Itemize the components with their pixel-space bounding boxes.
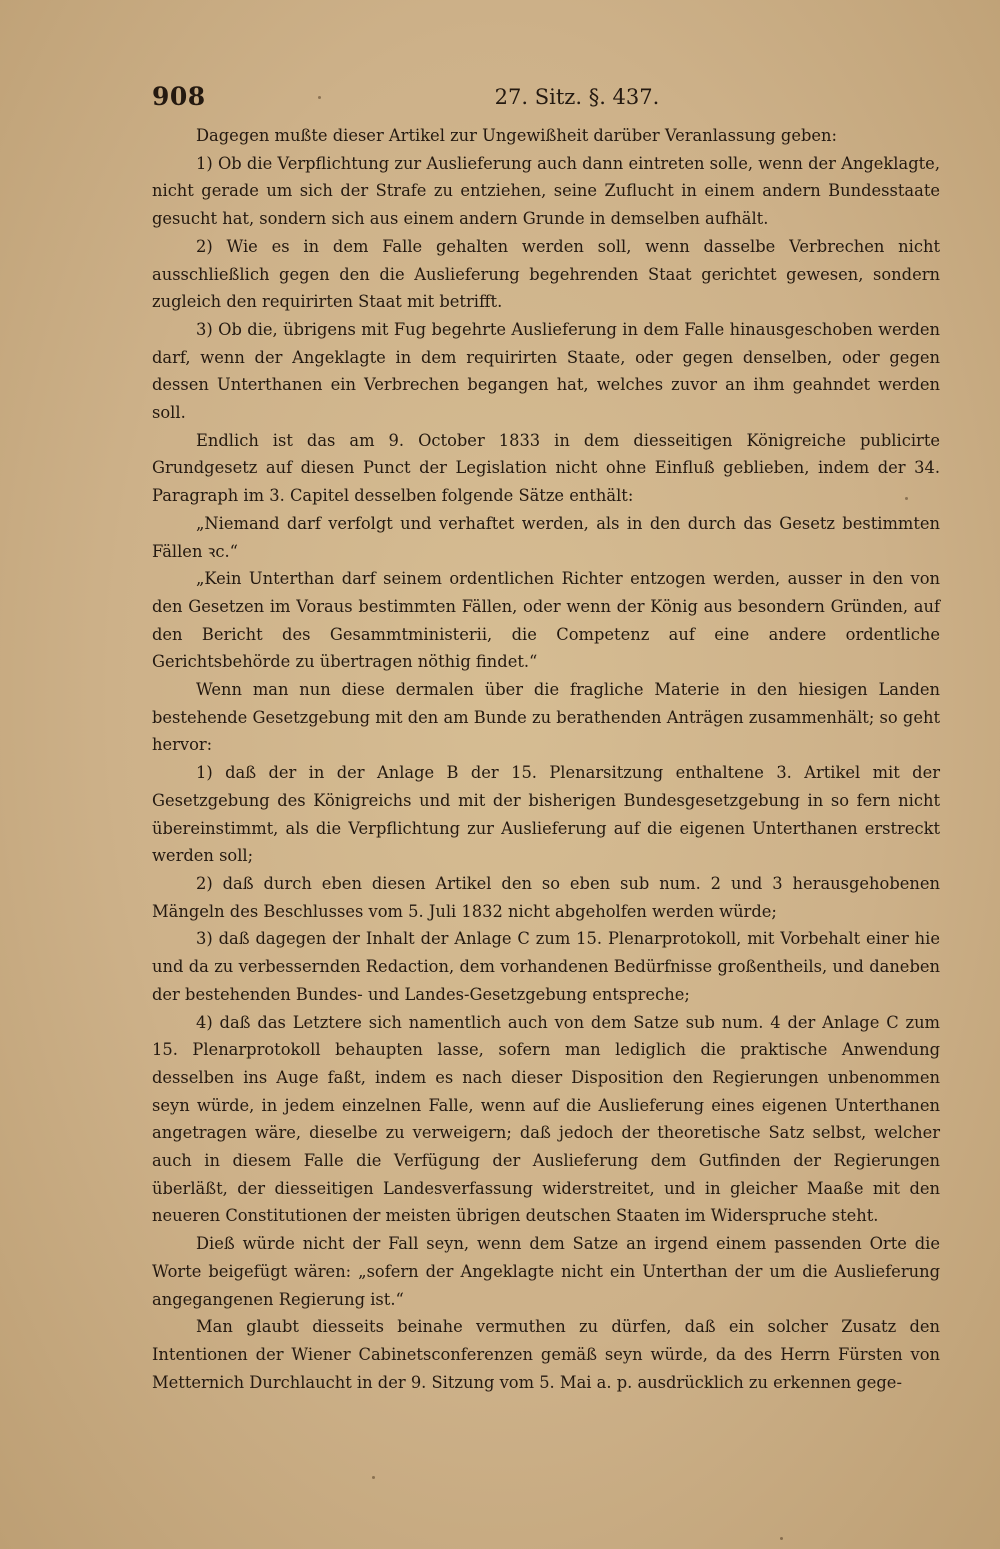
- paragraph: Endlich ist das am 9. October 1833 in dem diesseitigen Königreiche publicirte Grundgesetz auf diesen Punct der Legislation nicht ohne Einfluß geblieben, indem der 34. Paragraph im 3. Capitel desselben folgende Sätze enthält:: [152, 430, 940, 506]
- paragraph: Dieß würde nicht der Fall seyn, wenn dem Satze an irgend einem passenden Orte die Worte beigefügt wären: „sofern der Angeklagte nicht ein Unterthan der um die Auslieferung angegangenen Regierung ist.“: [152, 1234, 940, 1309]
- paragraph: 3) Ob die, übrigens mit Fug begehrte Auslieferung in dem Falle hinausgeschoben werden darf, wenn der Angeklagte in dem requirirten Staate, oder gegen denselben, oder gegen dessen Unterthanen ein Verbrechen begangen hat, welches zuvor an ihm geahndet werden soll.: [152, 319, 940, 423]
- paragraph: 2) daß durch eben diesen Artikel den so eben sub num. 2 und 3 herausgehobenen Mängeln des Beschlusses vom 5. Juli 1832 nicht abgeholfen werden würde;: [152, 873, 940, 921]
- paper-speck: [905, 497, 908, 500]
- paragraph: 3) daß dagegen der Inhalt der Anlage C zum 15. Plenarprotokoll, mit Vorbehalt einer hie und da zu verbessernden Redaction, dem vorhandenen Bedürfnisse großentheils, und daneben der bestehenden Bundes- und Landes-Gesetzgebung entspreche;: [152, 929, 940, 1004]
- body-text: [152, 122, 940, 1396]
- paper-speck: [318, 96, 321, 99]
- paragraph: Wenn man nun diese dermalen über die fragliche Materie in den hiesigen Landen bestehende Gesetzgebung mit den am Bunde zu berathenden Anträgen zusammenhält; so geht hervor:: [152, 680, 940, 755]
- running-head: 27. Sitz. §. 437.: [494, 85, 660, 109]
- page-header: [152, 82, 942, 116]
- paragraph: 4) daß das Letztere sich namentlich auch von dem Satze sub num. 4 der Anlage C zum 15. Plenarprotokoll behaupten lasse, sofern man lediglich die praktische Anwendung desselben ins Auge faßt, indem es nach dieser Disposition den Regierungen unbenommen seyn würde, in jedem einzelnen Falle, wenn auf die Auslieferung eines eigenen Unterthanen angetragen wäre, dieselbe zu verweigern; daß jedoch der theoretische Satz selbst, welcher auch in diesem Falle die Verfügung der Auslieferung dem Gutfinden der Regierungen überläßt, der diesseitigen Landesverfassung widerstreitet, und in gleicher Maaße mit den neueren Constitutionen der meisten übrigen deutschen Staaten im Widerspruche steht.: [152, 1012, 940, 1226]
- quotation-paragraph: „Niemand darf verfolgt und verhaftet werden, als in den durch das Gesetz bestimmten Fällen ꝛc.“: [152, 513, 940, 561]
- paragraph: 1) daß der in der Anlage B der 15. Plenarsitzung enthaltene 3. Artikel mit der Gesetzgebung des Königreichs und mit der bisherigen Bundesgesetzgebung in so fern nicht übereinstimmt, als die Verpflichtung zur Auslieferung auf die eigenen Unterthanen erstreckt werden soll;: [152, 763, 940, 866]
- page-number: 908: [152, 82, 206, 111]
- paper-speck: [372, 1476, 375, 1479]
- quotation-paragraph: „Kein Unterthan darf seinem ordentlichen Richter entzogen werden, ausser in den von den Gesetzen im Voraus bestimmten Fällen, oder wenn der König aus besondern Gründen, auf den Bericht des Gesammtministerii, die Competenz auf eine andere ordentliche Gerichtsbehörde zu übertragen nöthig findet.“: [152, 569, 940, 672]
- paragraph: Dagegen mußte dieser Artikel zur Ungewißheit darüber Veranlassung geben:: [196, 126, 837, 145]
- paragraph: Man glaubt diesseits beinahe vermuthen zu dürfen, daß ein solcher Zusatz den Intentionen der Wiener Cabinetsconferenzen gemäß seyn würde, da des Herrn Fürsten von Metternich Durchlaucht in der 9. Sitzung vom 5. Mai a. p. ausdrücklich zu erkennen gege-: [152, 1317, 940, 1392]
- paragraph: 1) Ob die Verpflichtung zur Auslieferung auch dann eintreten solle, wenn der Angeklagte, nicht gerade um sich der Strafe zu entziehen, seine Zuflucht in einem andern Bundesstaate gesucht hat, sondern sich aus einem andern Grunde in demselben aufhält.: [152, 153, 940, 229]
- paper-speck: [780, 1537, 783, 1540]
- paragraph: 2) Wie es in dem Falle gehalten werden soll, wenn dasselbe Verbrechen nicht ausschließlich gegen den die Auslieferung begehrenden Staat gerichtet gewesen, sondern zugleich den requirirten Staat mit betrifft.: [152, 236, 940, 312]
